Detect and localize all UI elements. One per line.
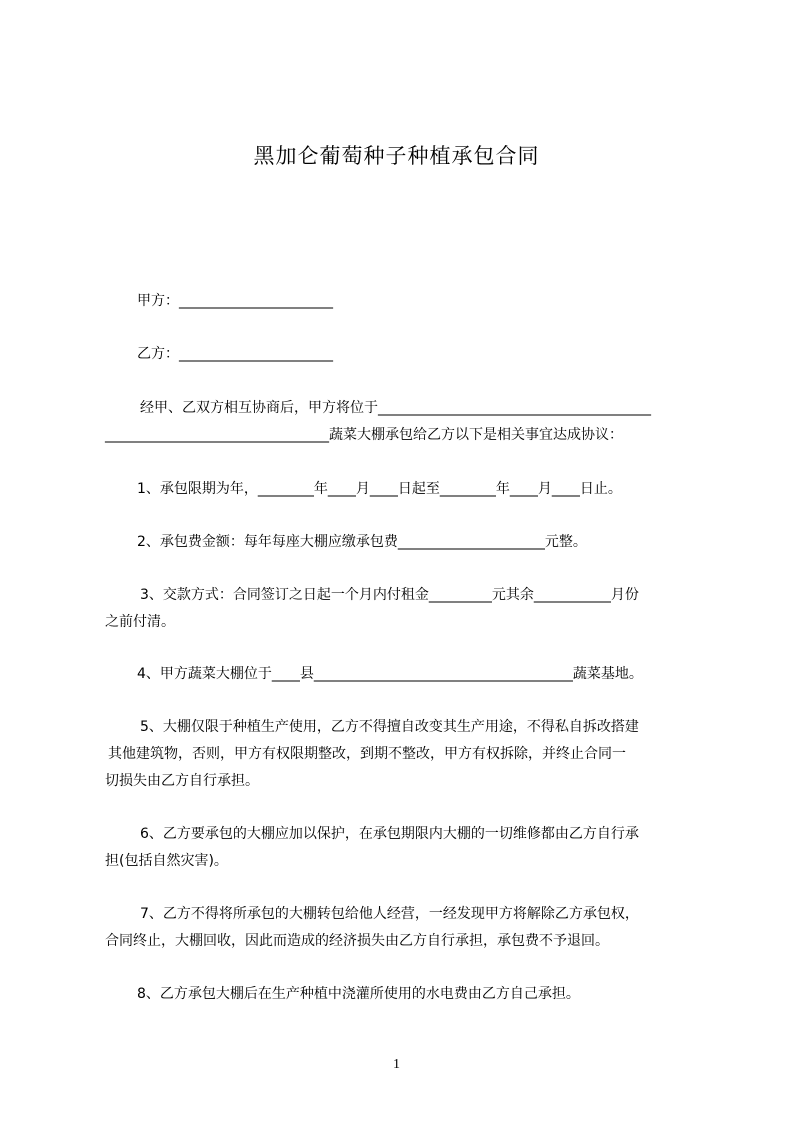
clause-7-line-2: 合同终止，大棚回收，因此而造成的经济损失由乙方自行承担，承包费不予退回。 [105, 933, 609, 949]
party-b-line: 乙方：______________________ [137, 346, 333, 362]
party-a-line: 甲方：______________________ [137, 293, 333, 309]
clause-8: 8、乙方承包大棚后在生产种植中浇灌所使用的水电费由乙方自己承担。 [137, 986, 580, 1002]
preamble-line-1: 经甲、乙双方相互协商后，甲方将位于_______________________________________ [140, 400, 651, 416]
page-number: 1 [393, 1057, 400, 1072]
document-title: 黑加仑葡萄种子种植承包合同 [253, 144, 540, 168]
clause-5-line-1: 5、大棚仅限于种植生产使用，乙方不得擅自改变其生产用途，不得私自拆改搭建 [140, 719, 639, 735]
clause-3-line-2: 之前付清。 [105, 614, 175, 630]
clause-7-line-1: 7、乙方不得将所承包的大棚转包给他人经营，一经发现甲方将解除乙方承包权， [140, 906, 639, 922]
clause-6-line-2: 担(包括自然灾害)。 [105, 853, 228, 869]
preamble-line-2: ________________________________蔬菜大棚承包给乙方以下是相关事宜达成协议： [105, 427, 623, 443]
clause-5-line-2: 其他建筑物，否则，甲方有权限期整改，到期不整改，甲方有权拆除，并终止合同一 [108, 746, 626, 762]
clause-2: 2、承包费金额：每年每座大棚应缴承包费_____________________元整。 [137, 534, 587, 550]
clause-5-line-3: 切损失由乙方自行承担。 [105, 773, 259, 789]
clause-1: 1、承包限期为年，________年____月____日起至________年____月____日止。 [137, 481, 622, 497]
clause-4: 4、甲方蔬菜大棚位于____县_____________________________________蔬菜基地。 [137, 666, 643, 682]
clause-3-line-1: 3、交款方式：合同签订之日起一个月内付租金_________元其余___________月份 [140, 587, 639, 603]
clause-6-line-1: 6、乙方要承包的大棚应加以保护，在承包期限内大棚的一切维修都由乙方自行承 [140, 826, 639, 842]
